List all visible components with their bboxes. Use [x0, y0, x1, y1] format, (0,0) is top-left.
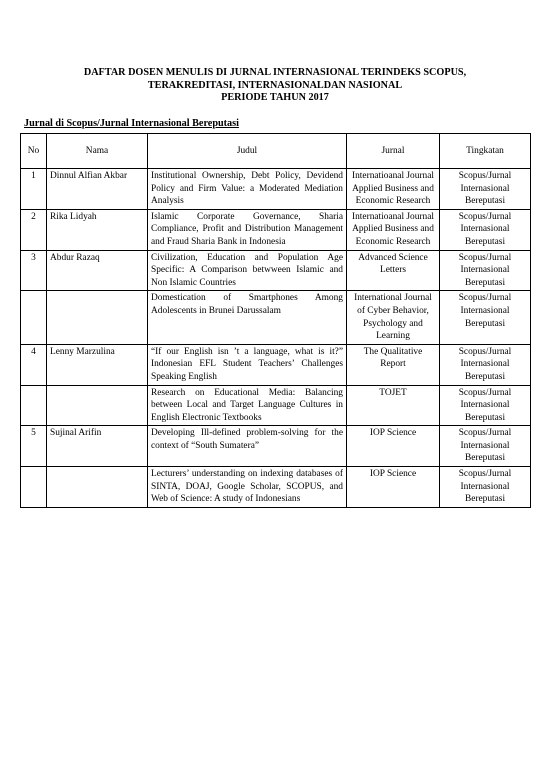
header-jurnal: Jurnal — [347, 134, 440, 169]
cell-judul: Lecturers’ understanding on indexing databases of SINTA, DOAJ, Google Scholar, SCOPUS, and Web of Science: A study of Indonesians — [148, 467, 347, 508]
table-header-row — [21, 134, 531, 169]
table-row — [21, 291, 531, 344]
cell-jurnal: The Qualitative Report — [347, 344, 440, 385]
title-line-1: DAFTAR DOSEN MENULIS DI JURNAL INTERNASIONAL TERINDEKS SCOPUS, — [83, 67, 467, 78]
cell-tingkatan: Scopus/Jurnal Internasional Bereputasi — [440, 250, 531, 291]
cell-nama: Lenny Marzulina — [47, 344, 148, 385]
header-no: No — [21, 134, 47, 169]
table-row — [21, 209, 531, 250]
cell-judul: Institutional Ownership, Debt Policy, Devidend Policy and Firm Value: a Moderated Mediation Analysis — [148, 169, 347, 210]
cell-no: 2 — [21, 209, 47, 250]
cell-jurnal: IOP Science — [347, 426, 440, 467]
cell-judul: Islamic Corporate Governance, Sharia Compliance, Profit and Distribution Management and Fraud Sharia Bank in Indonesia — [148, 209, 347, 250]
cell-jurnal: TOJET — [347, 385, 440, 426]
cell-judul: Domestication of Smartphones Among Adolescents in Brunei Darussalam — [148, 291, 347, 344]
header-judul: Judul — [148, 134, 347, 169]
cell-judul: Research on Educational Media: Balancing between Local and Target Language Cultures in English Electronic Textbooks — [148, 385, 347, 426]
table-row — [21, 250, 531, 291]
cell-no — [21, 291, 47, 344]
cell-tingkatan: Scopus/Jurnal Internasional Bereputasi — [440, 209, 531, 250]
cell-nama — [47, 467, 148, 508]
cell-jurnal: IOP Science — [347, 467, 440, 508]
header-nama: Nama — [47, 134, 148, 169]
cell-no — [21, 385, 47, 426]
cell-tingkatan: Scopus/Jurnal Internasional Bereputasi — [440, 467, 531, 508]
table-row — [21, 467, 531, 508]
cell-judul: Civilization, Education and Population Age Specific: A Comparison betwween Islamic and Non Islamic Countries — [148, 250, 347, 291]
cell-jurnal: International Journal of Cyber Behavior, Psychology and Learning — [347, 291, 440, 344]
cell-nama — [47, 385, 148, 426]
table-row — [21, 344, 531, 385]
cell-judul: “If our English isn ’t a language, what is it?” Indonesian EFL Student Teachers’ Challenges Speaking English — [148, 344, 347, 385]
cell-judul: Developing Ill-defined problem-solving for the context of “South Sumatera” — [148, 426, 347, 467]
cell-no: 5 — [21, 426, 47, 467]
cell-nama: Sujinal Arifin — [47, 426, 148, 467]
title-line-2: TERAKREDITASI, INTERNASIONALDAN NASIONAL — [147, 79, 403, 91]
cell-nama: Rika Lidyah — [47, 209, 148, 250]
cell-tingkatan: Scopus/Jurnal Internasional Bereputasi — [440, 426, 531, 467]
cell-nama: Abdur Razaq — [47, 250, 148, 291]
cell-jurnal: Advanced Science Letters — [347, 250, 440, 291]
document-title — [0, 67, 550, 105]
cell-jurnal: Internatioanal Journal Applied Business and Economic Research — [347, 209, 440, 250]
cell-tingkatan: Scopus/Jurnal Internasional Bereputasi — [440, 385, 531, 426]
header-tingkatan: Tingkatan — [440, 134, 531, 169]
table-row — [21, 385, 531, 426]
cell-nama: Dinnul Alfian Akbar — [47, 169, 148, 210]
title-line-3: PERIODE TAHUN 2017 — [221, 92, 329, 103]
cell-tingkatan: Scopus/Jurnal Internasional Bereputasi — [440, 169, 531, 210]
table-row — [21, 426, 531, 467]
cell-tingkatan: Scopus/Jurnal Internasional Bereputasi — [440, 344, 531, 385]
section-heading: Jurnal di Scopus/Jurnal Internasional Bereputasi — [24, 118, 239, 129]
cell-no: 3 — [21, 250, 47, 291]
cell-tingkatan: Scopus/Jurnal Internasional Bereputasi — [440, 291, 531, 344]
lecturer-publications-table — [20, 133, 531, 508]
table-row — [21, 169, 531, 210]
cell-no: 4 — [21, 344, 47, 385]
cell-jurnal: Internatioanal Journal Applied Business and Economic Research — [347, 169, 440, 210]
cell-no — [21, 467, 47, 508]
cell-nama — [47, 291, 148, 344]
cell-no: 1 — [21, 169, 47, 210]
